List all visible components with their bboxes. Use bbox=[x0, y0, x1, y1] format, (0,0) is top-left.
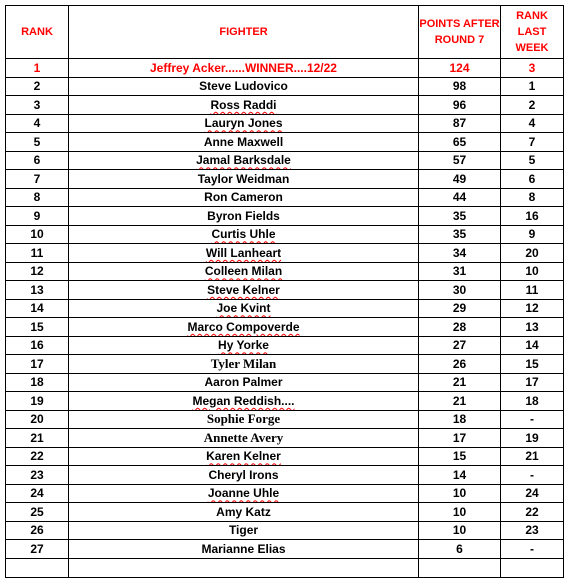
points-cell: 35 bbox=[419, 207, 501, 226]
fighter-cell bbox=[69, 447, 419, 466]
rank-cell: 5 bbox=[6, 133, 69, 152]
fighter-cell bbox=[69, 392, 419, 411]
points-cell: 6 bbox=[419, 540, 501, 559]
fighter-name: Jamal Barksdale bbox=[196, 153, 291, 168]
rank-last-week-cell: 15 bbox=[501, 355, 564, 374]
rank-last-week-cell: 8 bbox=[501, 188, 564, 207]
fighter-name: Annette Avery bbox=[203, 429, 284, 445]
rank-last-week-cell: - bbox=[501, 410, 564, 429]
fighter-name: Cheryl Irons bbox=[208, 467, 279, 482]
rank-cell: 15 bbox=[6, 318, 69, 337]
fighter-name: Jeffrey Acker......WINNER....12/22 bbox=[150, 60, 337, 75]
rank-last-week-cell: 24 bbox=[501, 484, 564, 503]
points-cell: 30 bbox=[419, 281, 501, 300]
points-cell: 28 bbox=[419, 318, 501, 337]
header-points: POINTS AFTER ROUND 7 bbox=[419, 6, 501, 59]
rank-last-week-cell: 17 bbox=[501, 373, 564, 392]
rank-last-week-cell: 12 bbox=[501, 299, 564, 318]
points-cell: 10 bbox=[419, 503, 501, 522]
rank-last-week-cell: 10 bbox=[501, 262, 564, 281]
rank-cell: 10 bbox=[6, 225, 69, 244]
fighter-cell bbox=[69, 133, 419, 152]
rank-last-week-cell: 18 bbox=[501, 392, 564, 411]
table-row bbox=[6, 410, 564, 429]
fighter-name: Taylor Weidman bbox=[197, 171, 290, 186]
table-row bbox=[6, 521, 564, 540]
table-row bbox=[6, 299, 564, 318]
table-row bbox=[6, 429, 564, 448]
fighter-cell bbox=[69, 355, 419, 374]
rank-cell: 27 bbox=[6, 540, 69, 559]
fighter-name: Byron Fields bbox=[207, 208, 280, 223]
fighter-name: Sophie Forge bbox=[206, 411, 281, 427]
points-cell: 26 bbox=[419, 355, 501, 374]
empty-row bbox=[6, 558, 564, 577]
header-rank-last-week: RANK LAST WEEK bbox=[501, 6, 564, 59]
rank-last-week-cell: 13 bbox=[501, 318, 564, 337]
fighter-name: Steve Ludovico bbox=[199, 79, 288, 94]
table-row bbox=[6, 262, 564, 281]
table-row bbox=[6, 466, 564, 485]
points-cell: 17 bbox=[419, 429, 501, 448]
rank-last-week-cell: 23 bbox=[501, 521, 564, 540]
table-row bbox=[6, 133, 564, 152]
rank-cell: 16 bbox=[6, 336, 69, 355]
rank-cell: 11 bbox=[6, 244, 69, 263]
fighter-cell bbox=[69, 521, 419, 540]
table-row bbox=[6, 59, 564, 78]
points-cell: 87 bbox=[419, 114, 501, 133]
fighter-name: Curtis Uhle bbox=[211, 227, 276, 242]
rank-last-week-cell: 20 bbox=[501, 244, 564, 263]
table-row bbox=[6, 503, 564, 522]
fighter-name: Aaron Palmer bbox=[204, 375, 283, 390]
points-cell: 124 bbox=[419, 59, 501, 78]
points-cell: 35 bbox=[419, 225, 501, 244]
table-row bbox=[6, 114, 564, 133]
fighter-cell bbox=[69, 410, 419, 429]
rank-last-week-cell: 11 bbox=[501, 281, 564, 300]
fighter-cell bbox=[69, 299, 419, 318]
points-cell: 10 bbox=[419, 484, 501, 503]
table-row bbox=[6, 207, 564, 226]
points-cell: 21 bbox=[419, 373, 501, 392]
table-row bbox=[6, 318, 564, 337]
rank-cell: 25 bbox=[6, 503, 69, 522]
table-row bbox=[6, 96, 564, 115]
points-cell: 98 bbox=[419, 77, 501, 96]
fighter-cell bbox=[69, 59, 419, 78]
fighter-name: Joanne Uhle bbox=[207, 486, 280, 501]
table-row bbox=[6, 151, 564, 170]
fighter-cell bbox=[69, 151, 419, 170]
rank-last-week-cell: 7 bbox=[501, 133, 564, 152]
rank-cell: 24 bbox=[6, 484, 69, 503]
rank-cell: 7 bbox=[6, 170, 69, 189]
rank-cell: 14 bbox=[6, 299, 69, 318]
points-cell: 65 bbox=[419, 133, 501, 152]
rank-last-week-cell: 14 bbox=[501, 336, 564, 355]
rank-last-week-cell: 4 bbox=[501, 114, 564, 133]
fighter-cell bbox=[69, 207, 419, 226]
table-row bbox=[6, 170, 564, 189]
fighter-cell bbox=[69, 188, 419, 207]
header-rank: RANK bbox=[6, 6, 69, 59]
empty-cell bbox=[501, 558, 564, 577]
points-cell: 27 bbox=[419, 336, 501, 355]
fighter-cell bbox=[69, 540, 419, 559]
fighter-cell bbox=[69, 170, 419, 189]
fighter-cell bbox=[69, 77, 419, 96]
standings-table bbox=[5, 5, 564, 578]
fighter-name: Will Lanheart bbox=[205, 245, 282, 260]
points-cell: 31 bbox=[419, 262, 501, 281]
table-row bbox=[6, 244, 564, 263]
header-row bbox=[6, 6, 564, 59]
points-cell: 49 bbox=[419, 170, 501, 189]
rank-cell: 26 bbox=[6, 521, 69, 540]
fighter-cell bbox=[69, 225, 419, 244]
fighter-cell bbox=[69, 373, 419, 392]
table-row bbox=[6, 188, 564, 207]
rank-cell: 9 bbox=[6, 207, 69, 226]
points-cell: 29 bbox=[419, 299, 501, 318]
rank-cell: 2 bbox=[6, 77, 69, 96]
rank-cell: 12 bbox=[6, 262, 69, 281]
rank-cell: 19 bbox=[6, 392, 69, 411]
fighter-name: Colleen Milan bbox=[204, 264, 283, 279]
table-row bbox=[6, 77, 564, 96]
fighter-cell bbox=[69, 281, 419, 300]
rank-cell: 6 bbox=[6, 151, 69, 170]
rank-cell: 17 bbox=[6, 355, 69, 374]
points-cell: 18 bbox=[419, 410, 501, 429]
fighter-cell bbox=[69, 318, 419, 337]
rank-last-week-cell: 3 bbox=[501, 59, 564, 78]
fighter-cell bbox=[69, 429, 419, 448]
rank-cell: 21 bbox=[6, 429, 69, 448]
points-cell: 15 bbox=[419, 447, 501, 466]
rank-last-week-cell: 9 bbox=[501, 225, 564, 244]
table-row bbox=[6, 392, 564, 411]
fighter-name: Tiger bbox=[228, 523, 259, 538]
fighter-name: Marco Compoverde bbox=[187, 319, 300, 334]
rank-last-week-cell: 22 bbox=[501, 503, 564, 522]
fighter-name: Joe Kvint bbox=[216, 301, 271, 316]
rank-cell: 18 bbox=[6, 373, 69, 392]
fighter-name: Ron Cameron bbox=[204, 190, 283, 205]
fighter-name: Hy Yorke bbox=[218, 338, 269, 353]
rank-last-week-cell: - bbox=[501, 540, 564, 559]
rank-cell: 8 bbox=[6, 188, 69, 207]
rank-last-week-cell: 16 bbox=[501, 207, 564, 226]
points-cell: 10 bbox=[419, 521, 501, 540]
fighter-name: Amy Katz bbox=[216, 504, 271, 519]
fighter-name: Lauryn Jones bbox=[204, 116, 283, 131]
rank-cell: 13 bbox=[6, 281, 69, 300]
table-row bbox=[6, 281, 564, 300]
rank-last-week-cell: 2 bbox=[501, 96, 564, 115]
table-row bbox=[6, 373, 564, 392]
rank-last-week-cell: 1 bbox=[501, 77, 564, 96]
fighter-cell bbox=[69, 244, 419, 263]
rank-cell: 4 bbox=[6, 114, 69, 133]
fighter-cell bbox=[69, 484, 419, 503]
rank-last-week-cell: 6 bbox=[501, 170, 564, 189]
fighter-name: Karen Kelner bbox=[206, 449, 281, 464]
rank-cell: 20 bbox=[6, 410, 69, 429]
rank-cell: 23 bbox=[6, 466, 69, 485]
rank-last-week-cell: 19 bbox=[501, 429, 564, 448]
rank-cell: 3 bbox=[6, 96, 69, 115]
empty-cell bbox=[419, 558, 501, 577]
fighter-cell bbox=[69, 466, 419, 485]
fighter-name: Marianne Elias bbox=[201, 541, 286, 556]
fighter-name: Tyler Milan bbox=[210, 355, 277, 371]
fighter-cell bbox=[69, 114, 419, 133]
points-cell: 57 bbox=[419, 151, 501, 170]
fighter-cell bbox=[69, 503, 419, 522]
fighter-name: Steve Kelner bbox=[207, 282, 280, 297]
fighter-cell bbox=[69, 262, 419, 281]
points-cell: 14 bbox=[419, 466, 501, 485]
table-row bbox=[6, 540, 564, 559]
table-row bbox=[6, 225, 564, 244]
table-row bbox=[6, 484, 564, 503]
rank-last-week-cell: 5 bbox=[501, 151, 564, 170]
table-row bbox=[6, 355, 564, 374]
points-cell: 96 bbox=[419, 96, 501, 115]
fighter-cell bbox=[69, 336, 419, 355]
points-cell: 21 bbox=[419, 392, 501, 411]
table-row bbox=[6, 336, 564, 355]
fighter-name: Anne Maxwell bbox=[203, 134, 284, 149]
rank-last-week-cell: - bbox=[501, 466, 564, 485]
rank-cell: 1 bbox=[6, 59, 69, 78]
points-cell: 44 bbox=[419, 188, 501, 207]
fighter-name: Megan Reddish.... bbox=[192, 393, 295, 408]
rank-cell: 22 bbox=[6, 447, 69, 466]
empty-cell bbox=[6, 558, 69, 577]
fighter-name: Ross Raddi bbox=[210, 97, 277, 112]
rank-last-week-cell: 21 bbox=[501, 447, 564, 466]
header-fighter: FIGHTER bbox=[69, 6, 419, 59]
table-row bbox=[6, 447, 564, 466]
points-cell: 34 bbox=[419, 244, 501, 263]
fighter-cell bbox=[69, 96, 419, 115]
empty-cell bbox=[69, 558, 419, 577]
